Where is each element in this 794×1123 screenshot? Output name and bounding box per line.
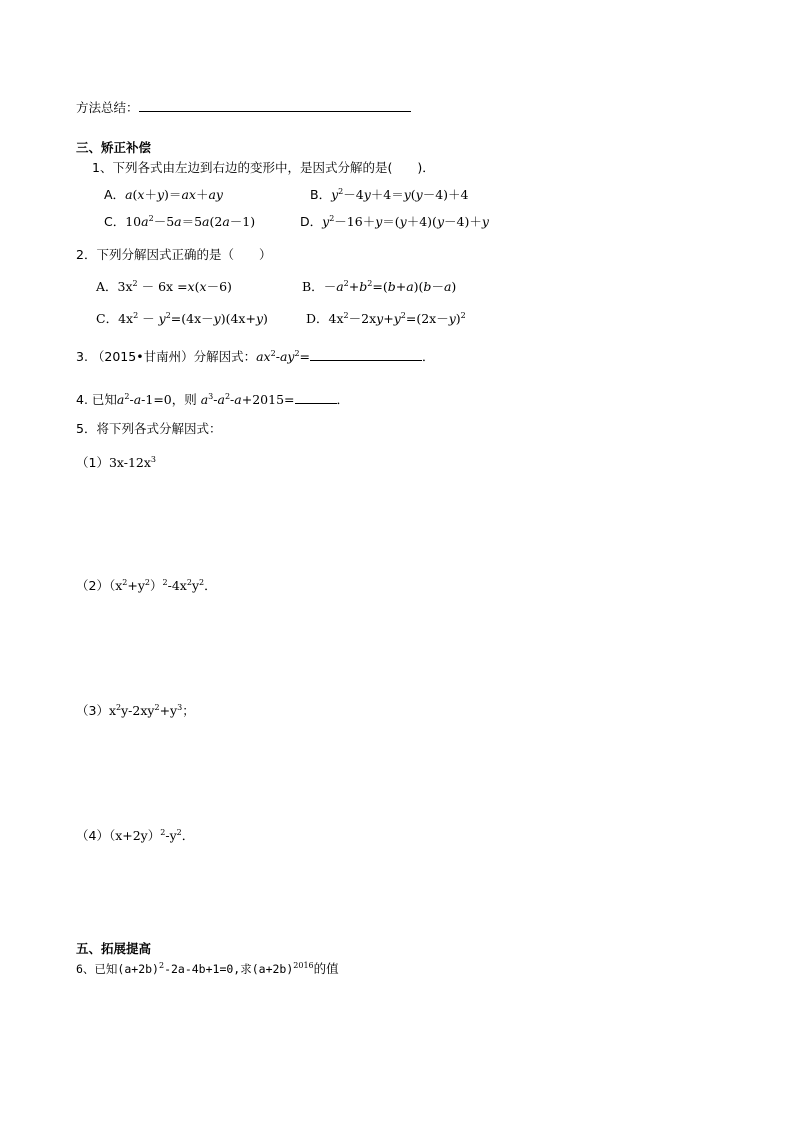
q1-option-a: A．a(x＋y)＝ax＋ay <box>104 187 223 202</box>
method-summary-blank[interactable] <box>139 99 411 112</box>
q1-option-b: B．$y^2-4y+4=y(y-4)+4$ <box>310 186 469 202</box>
q3: 3. （2015•甘南州）分解因式：$ax^2-ay^2=$ ． <box>76 348 435 364</box>
q4-answer-blank[interactable] <box>295 391 337 404</box>
q6: 6、已知$(a+2b)^2-2a-4b+1=0$,求$(a+2b)^{2016}$的值 <box>76 960 339 976</box>
q2-stem: 2．下列分解因式正确的是（ ） <box>76 247 272 262</box>
q5-part-4: $(4)(x+2y)^2-y^2$． <box>76 827 195 843</box>
q1-stem: 1、下列各式由左边到右边的变形中，是因式分解的是( )． <box>92 160 435 175</box>
method-summary <box>76 99 411 116</box>
method-summary-label: 方法总结： <box>76 100 139 115</box>
q3-answer-blank[interactable] <box>310 348 422 361</box>
q2-option-d: D．$4x^2-2xy+y^2=(2x-y)^2$ <box>306 310 466 326</box>
q1-option-d: D．$y^2-16+y=(y+4)(y-4)+y$ <box>300 213 489 229</box>
q2-option-b: B．$-a^2+b^2=(b+a)(b-a)$ <box>302 278 457 294</box>
q2-option-a: A．$3x^2 - 6x =x(x-6)$ <box>96 278 232 294</box>
q5-part-2: $(2)(x^2+y^2)^2-4x^2y^2$． <box>76 577 217 593</box>
q1-option-c: C．$10a^2-5a=5a(2a-1)$ <box>104 213 256 229</box>
q2-option-c: C．$4x^2 - y^2=(4x-y)(4x+y)$ <box>96 310 268 326</box>
q4: 4. 已知$a^2-a-1=0$，则 $a^3-a^2-a+2015=$ ． <box>76 391 350 407</box>
section-5-title: 五、拓展提高 <box>76 941 152 956</box>
q5-part-3: $(3)x^2y-2xy^2+y^3$； <box>76 702 195 718</box>
q5-stem: 5．将下列各式分解因式： <box>76 421 222 436</box>
q5-part-1: $(1)3x-12x^3$ <box>76 454 157 470</box>
section-3-title: 三、矫正补偿 <box>76 140 152 155</box>
